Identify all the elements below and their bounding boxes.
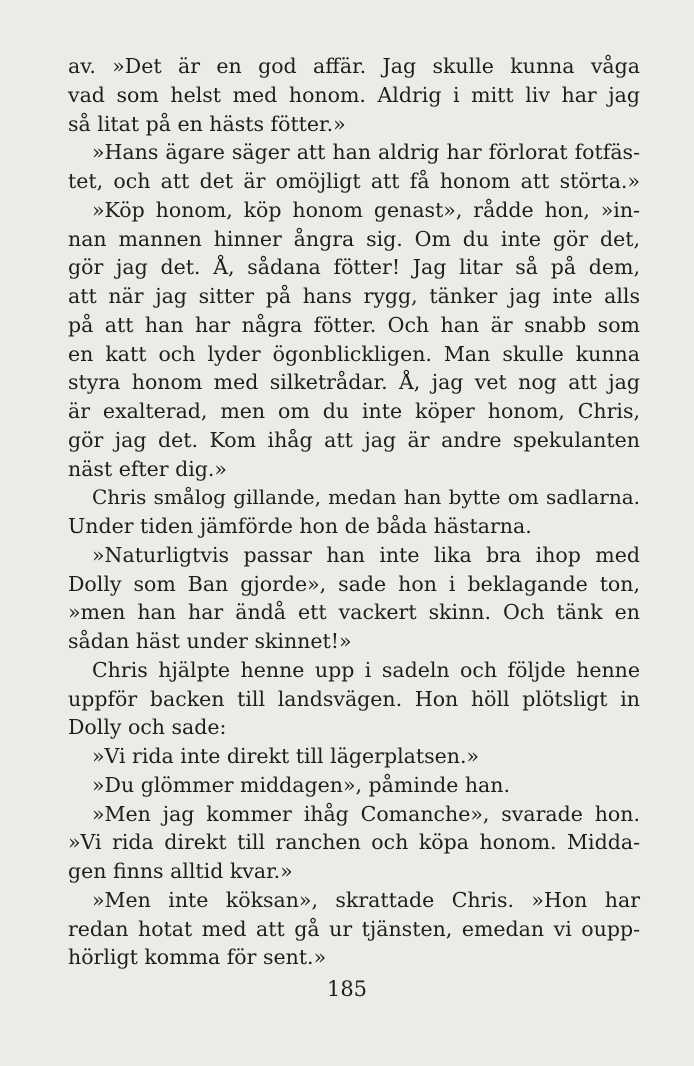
text-line: sådan häst under skinnet!» xyxy=(68,629,352,653)
text-line: styra honom med silketrådar. Å, jag vet nog att jag xyxy=(68,370,640,395)
text-line: Dolly och sade: xyxy=(68,715,227,740)
text-line: på att han har några fötter. Och han är snabb som xyxy=(68,312,640,337)
text-line: en katt och lyder ögonblickligen. Man skulle kunna xyxy=(68,341,640,366)
text-line: »Hans ägare säger att han aldrig har förlorat fotfäs- xyxy=(92,140,640,165)
text-line: Under tiden jämförde hon de båda hästarna. xyxy=(68,514,532,538)
text-line: »Du glömmer middagen», påminde han. xyxy=(92,772,510,797)
text-line: gör jag det. Kom ihåg att jag är andre spekulanten xyxy=(68,427,640,452)
text-line: att när jag sitter på hans rygg, tänker jag inte alls xyxy=(68,284,640,308)
text-line: så litat på en hästs fötter.» xyxy=(68,111,346,136)
text-line: hörligt komma för sent.» xyxy=(68,945,327,970)
text-line: »Men jag kommer ihåg Comanche», svarade hon. xyxy=(92,801,640,826)
text-line: »Vi rida direkt till ranchen och köpa honom. Midda- xyxy=(68,830,640,855)
text-line: gen finns alltid kvar.» xyxy=(68,859,293,883)
body-text xyxy=(68,52,640,972)
text-line: nan mannen hinner ångra sig. Om du inte gör det, xyxy=(68,226,640,251)
text-line: uppför backen till landsvägen. Hon höll plötsligt in xyxy=(68,686,640,711)
text-line: gör jag det. Å, sådana fötter! Jag litar så på dem, xyxy=(68,255,640,280)
text-line: är exalterad, men om du inte köper honom, Chris, xyxy=(68,399,640,423)
text-line: »Men inte köksan», skrattade Chris. »Hon har xyxy=(92,887,640,912)
text-line: tet, och att det är omöjligt att få honom att störta.» xyxy=(68,169,640,193)
text-line: »Vi rida inte direkt till lägerplatsen.» xyxy=(92,744,480,768)
page-number: 185 xyxy=(326,977,368,1001)
text-line: redan hotat med att gå ur tjänsten, emedan vi oupp- xyxy=(68,916,640,941)
text-line: näst efter dig.» xyxy=(68,456,227,481)
text-line: av. »Det är en god affär. Jag skulle kunna våga xyxy=(68,54,640,78)
text-line: Dolly som Ban gjorde», sade hon i beklagande ton, xyxy=(68,571,640,596)
text-line: »Köp honom, köp honom genast», rådde hon, »in- xyxy=(92,197,640,222)
text-line: »Naturligtvis passar han inte lika bra ihop med xyxy=(92,542,640,567)
text-line: »men han har ändå ett vackert skinn. Och tänk en xyxy=(68,600,640,625)
text-line: Chris hjälpte henne upp i sadeln och följde henne xyxy=(92,657,640,682)
text-line: Chris smålog gillande, medan han bytte om sadlarna. xyxy=(92,485,640,510)
text-line: vad som helst med honom. Aldrig i mitt liv har jag xyxy=(68,82,640,107)
